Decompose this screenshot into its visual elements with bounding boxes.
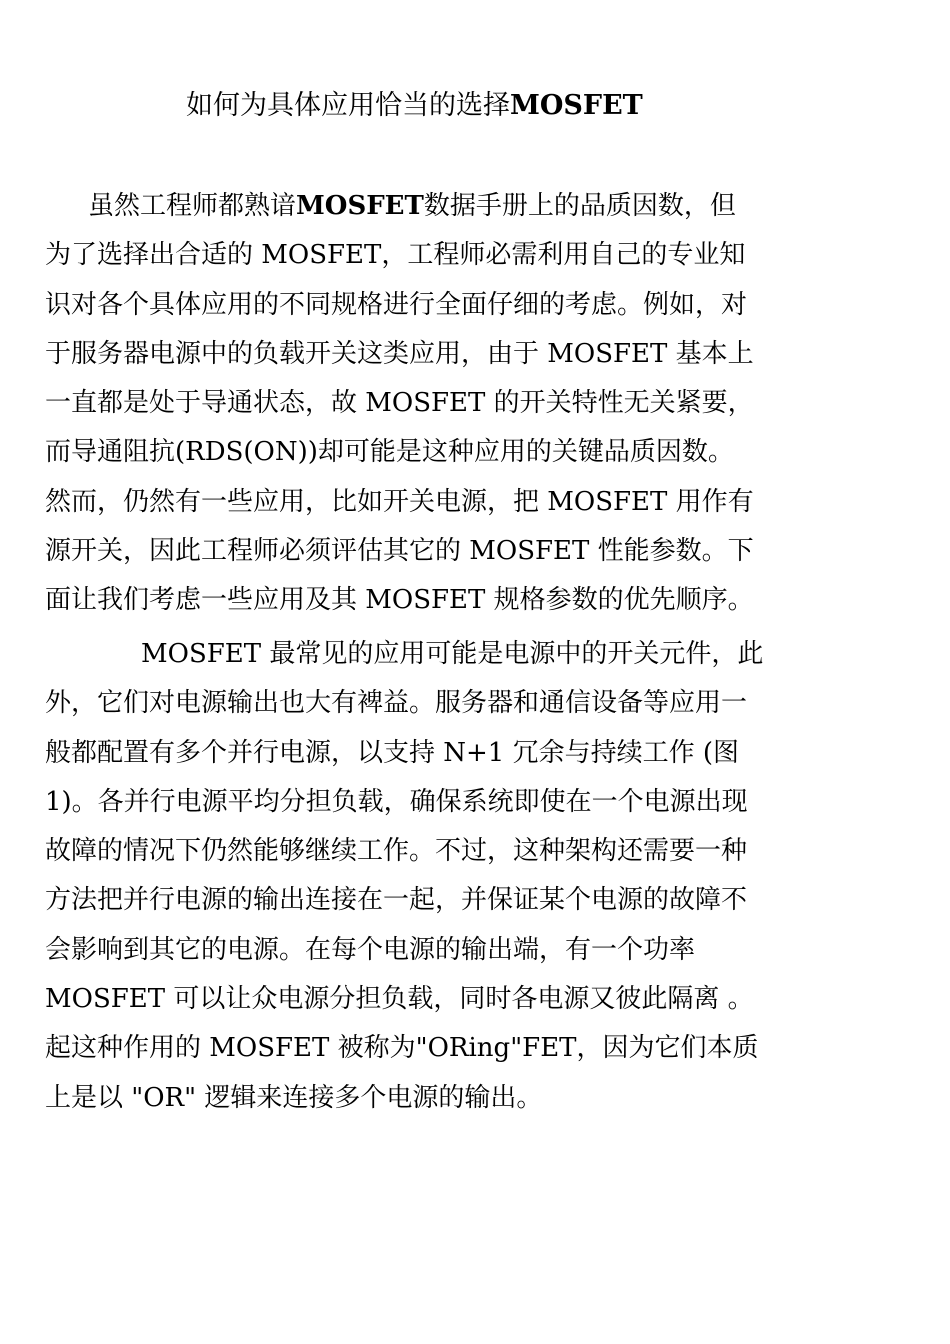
paragraph-2-line-4: 1)。各并行电源平均分担负载，确保系统即使在一个电源出现 (45, 786, 748, 817)
paragraph-1-line-4: 于服务器电源中的负载开关这类应用，由于 MOSFET 基本上 (45, 338, 754, 369)
paragraph-2-line-7: 会影响到其它的电源。在每个电源的输出端，有一个功率 (45, 934, 696, 965)
paragraph-1-line-9: 面让我们考虑一些应用及其 MOSFET 规格参数的优先顺序。 (45, 585, 754, 616)
paragraph-2-line-3: 般都配置有多个并行电源，以支持 N+1 冗余与持续工作 (图 (45, 737, 740, 768)
paragraph-1-line-6: 而导通阻抗(RDS(ON))却可能是这种应用的关键品质因数。 (45, 437, 734, 468)
p1-line1-a: 虽然工程师都熟谙 (88, 191, 297, 221)
paragraph-2-line-5: 故障的情况下仍然能够继续工作。不过，这种架构还需要一种 (45, 836, 748, 867)
paragraph-1-line-8: 源开关，因此工程师必须评估其它的 MOSFET 性能参数。下 (45, 536, 754, 567)
paragraph-1 (45, 182, 815, 626)
paragraph-2-line-2: 外，它们对电源输出也大有裨益。服务器和通信设备等应用一 (45, 688, 748, 719)
document-title (186, 86, 786, 126)
paragraph-2-line-6: 方法把并行电源的输出连接在一起，并保证某个电源的故障不 (45, 885, 748, 916)
paragraph-2-line-9: 起这种作用的 MOSFET 被称为"ORing"FET，因为它们本质 (45, 1033, 759, 1064)
paragraph-1-line-7: 然而，仍然有一些应用，比如开关电源，把 MOSFET 用作有 (45, 486, 754, 517)
p1-line1-b: 数据手册上的品质因数，但 (423, 191, 736, 221)
title-text: 如何为具体应用恰当的选择 (186, 90, 510, 121)
paragraph-2-line-10: 上是以 "OR" 逻辑来连接多个电源的输出。 (45, 1082, 543, 1113)
paragraph-2-line-1: MOSFET 最常见的应用可能是电源中的开关元件，此 (141, 639, 764, 669)
paragraph-2 (45, 630, 815, 1123)
paragraph-1-line-2: 为了选择出合适的 MOSFET，工程师必需利用自己的专业知 (45, 240, 746, 271)
p1-line1-bold: MOSFET (296, 191, 424, 221)
paragraph-2-line-8: MOSFET 可以让众电源分担负载，同时各电源又彼此隔离 。 (45, 984, 754, 1015)
title-mosfet: MOSFET (510, 90, 643, 121)
paragraph-1-line-5: 一直都是处于导通状态，故 MOSFET 的开关特性无关紧要， (45, 388, 754, 419)
paragraph-1-line-3: 识对各个具体应用的不同规格进行全面仔细的考虑。例如，对 (45, 289, 748, 320)
paragraph-1-line-1 (45, 182, 815, 231)
